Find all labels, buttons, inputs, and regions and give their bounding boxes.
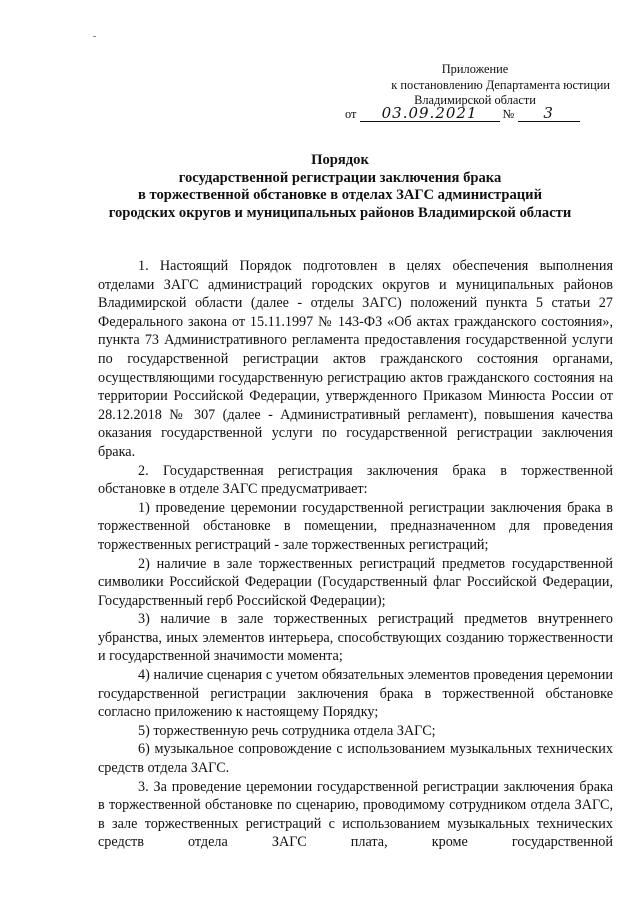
paragraph-2: 2. Государственная регистрация заключения брака в торжественной обстановке в отделе ЗАГС предусматривает: xyxy=(98,462,613,498)
list-item-4: 4) наличие сценария с учетом обязательных элементов проведения церемонии государственной регистрации заключения брака в торжественной обстановке согласно приложению к настоящему Порядку; xyxy=(98,667,613,721)
annex-date-line xyxy=(345,106,615,122)
list-item-5: 5) торжественную речь сотрудника отдела ЗАГС; xyxy=(138,722,436,739)
document-body xyxy=(98,257,613,852)
date-field xyxy=(360,106,500,122)
title-line-4: городских округов и муниципальных районов Владимирской области xyxy=(108,204,572,221)
document-title xyxy=(60,152,620,222)
annex-resolution: к постановлению Департамента юстиции xyxy=(391,77,610,92)
list-item-6: 6) музыкальное сопровождение с использованием музыкальных технических средств отдела ЗАГС. xyxy=(98,741,613,777)
annex-header xyxy=(340,62,610,109)
date-value: 03.09.2021 xyxy=(381,104,478,122)
list-item-1: 1) проведение церемонии государственной регистрации заключения брака в торжественной обстановке в помещении, предназначенном для проведения торжественных регистраций - зале торжественных регистраций; xyxy=(98,499,613,553)
date-prefix: от xyxy=(345,107,357,121)
annex-label: Приложение xyxy=(441,62,509,76)
scan-speck xyxy=(93,36,96,37)
number-value: 3 xyxy=(543,104,554,122)
paragraph-3: 3. За проведение церемонии государственной регистрации заключения брака в торжественной обстановке по сценарию, проводимому сотрудником отдела ЗАГС, в зале торжественных регистраций с использованием музыкальных технических средств отдела ЗАГС плата, кроме государственной xyxy=(98,778,613,851)
list-item-3: 3) наличие в зале торжественных регистраций предметов внутреннего убранства, иных элементов интерьера, способствующих созданию торжественности и государственной значимости момента; xyxy=(98,611,613,665)
title-line-2: государственной регистрации заключения брака xyxy=(178,169,502,186)
paragraph-1: 1. Настоящий Порядок подготовлен в целях обеспечения выполнения отделами ЗАГС администраций городских округов и муниципальных районов Владимирской области (далее - отделы ЗАГС) положений пункта 5 статьи 27 Федерального закона от 15.11.1997 № 143-ФЗ «Об актах гражданского состояния», пункта 73 Административного регламента предоставления государственной услуги по государственной регистрации актов гражданского состояния органами, осуществляющими государственную регистрацию актов гражданского состояния на территории Российской Федерации, утвержденного Приказом Минюста России от 28.12.2018 № 307 (далее - Административный регламент), повышения качества оказания государственной услуги по государственной регистрации заключения брака. xyxy=(98,258,613,460)
number-field xyxy=(518,106,580,122)
number-prefix: № xyxy=(502,107,515,121)
title-line-1: Порядок xyxy=(311,152,369,168)
list-item-2: 2) наличие в зале торжественных регистраций предметов государственной символики Российской Федерации (Государственный флаг Российской Федерации, Государственный герб Российской Федерации); xyxy=(98,555,613,609)
title-line-3: в торжественной обстановке в отделах ЗАГС администраций xyxy=(138,187,542,203)
annex-region: Владимирской области xyxy=(414,93,536,107)
